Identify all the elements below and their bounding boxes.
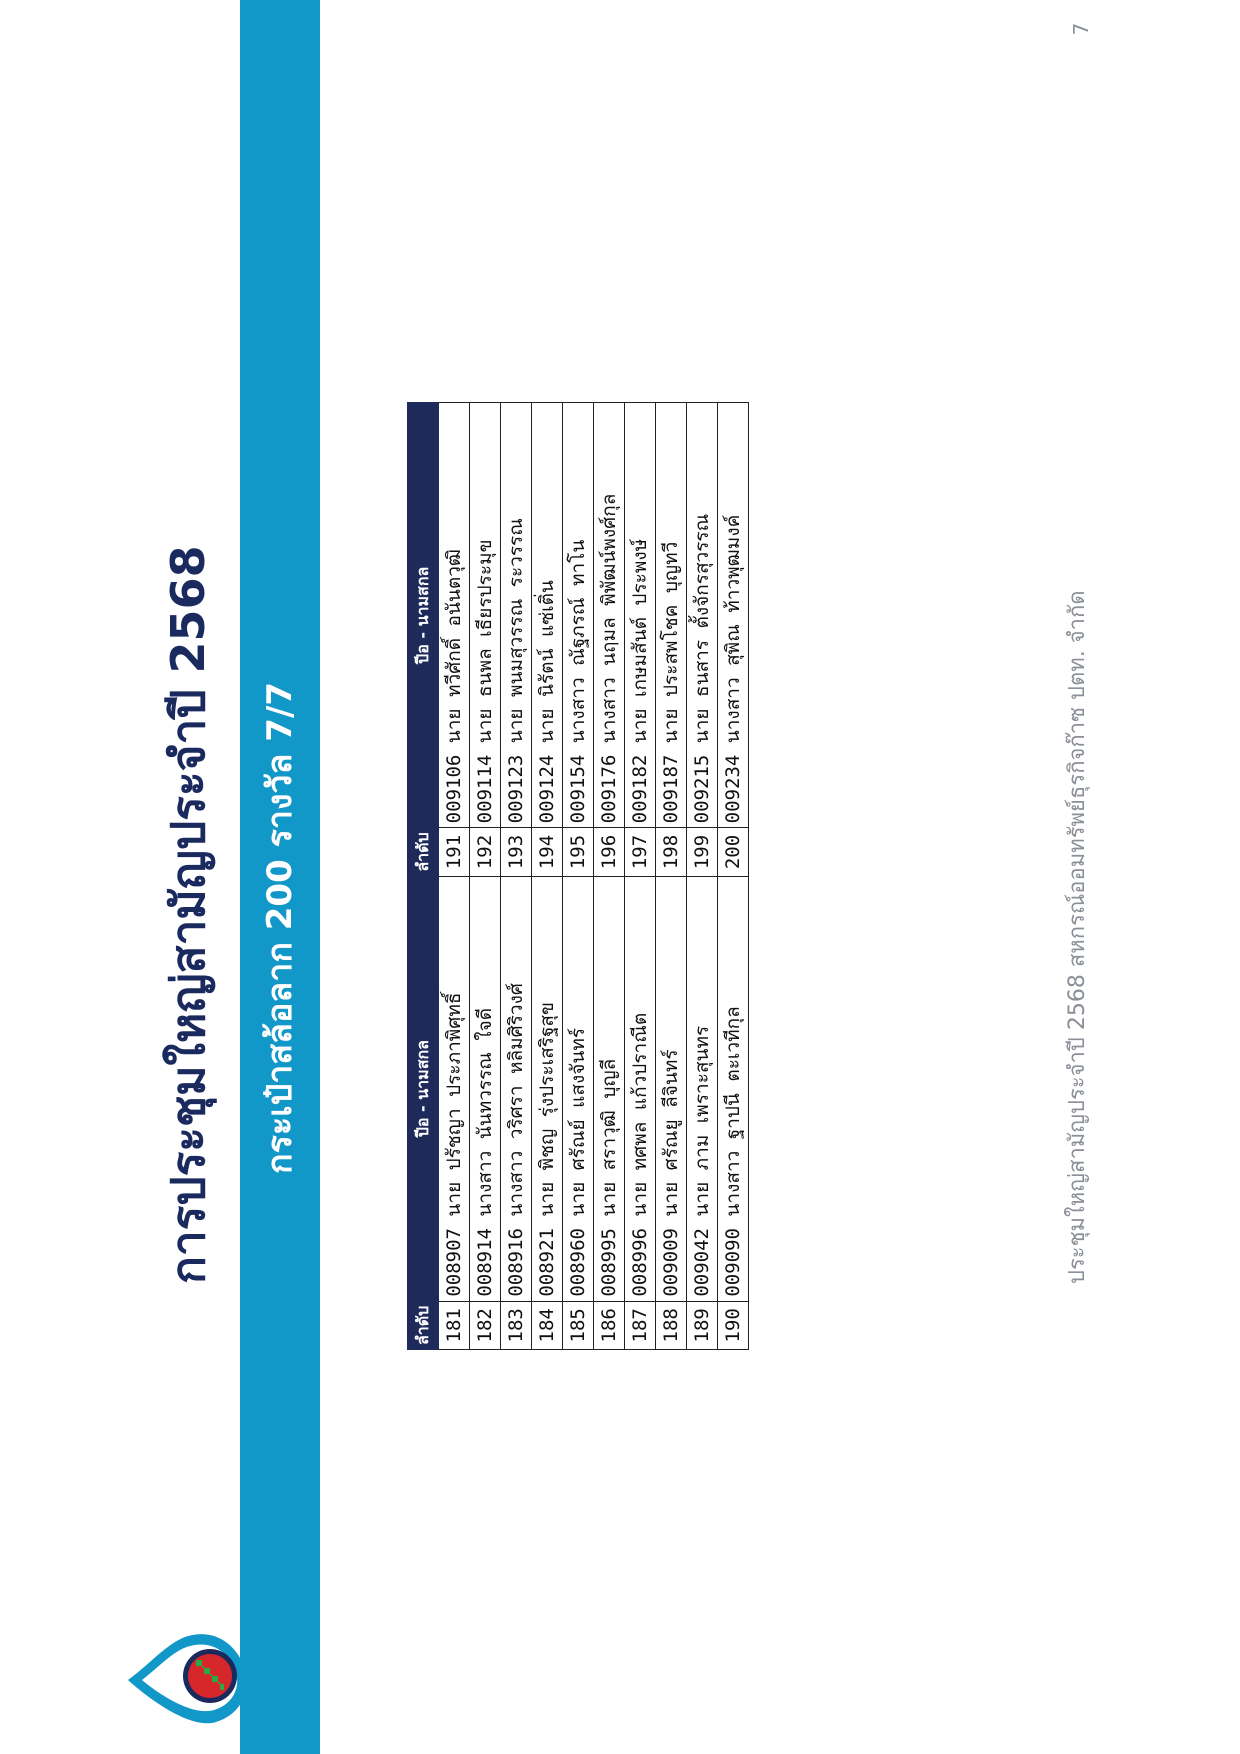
page-number: 7 bbox=[1069, 22, 1093, 36]
table-row bbox=[563, 403, 594, 1350]
cell-name: 009106 นาย ทวีศักดิ์ อนันตวุฒิ bbox=[439, 403, 470, 828]
cell-no: 196 bbox=[594, 828, 625, 876]
cell-no: 197 bbox=[625, 828, 656, 876]
prize-winners-table bbox=[407, 402, 749, 1350]
table-row bbox=[687, 403, 718, 1350]
cell-no: 181 bbox=[439, 1301, 470, 1349]
cell-no: 198 bbox=[656, 828, 687, 876]
table-row bbox=[625, 403, 656, 1350]
table-row bbox=[532, 403, 563, 1350]
cell-name: 009090 นางสาว ฐาปนี ตะเวทีกุล bbox=[718, 876, 749, 1301]
cell-name: 009176 นางสาว นฤมล พิพัฒน์พงศ์กุล bbox=[594, 403, 625, 828]
column-header-name: ปีอ - นามสกล bbox=[408, 876, 439, 1301]
cell-name: 009042 นาย ภาม เพราะสุนทร bbox=[687, 876, 718, 1301]
cell-name: 009009 นาย ศรัณยู ลีจินทร์ bbox=[656, 876, 687, 1301]
table-header-row bbox=[408, 403, 439, 1350]
cell-no: 186 bbox=[594, 1301, 625, 1349]
cell-no: 195 bbox=[563, 828, 594, 876]
cell-no: 189 bbox=[687, 1301, 718, 1349]
cell-name: 009154 นางสาว ณัฐภรณ์ ทาโน bbox=[563, 403, 594, 828]
cell-no: 185 bbox=[563, 1301, 594, 1349]
cell-no: 183 bbox=[501, 1301, 532, 1349]
ptt-flame-logo-icon bbox=[124, 1620, 252, 1740]
cell-name: 008916 นางสาว วริศรา หลิมศิริวงศ์ bbox=[501, 876, 532, 1301]
page-title: การประชุมใหญ่สามัญประจำปี 2568 bbox=[161, 545, 215, 1284]
cell-name: 009215 นาย ธนสาร ตั้งจักรสุวรรณ bbox=[687, 403, 718, 828]
cell-name: 009114 นาย ธนพล เธียรประมุข bbox=[470, 403, 501, 828]
cell-name: 009234 นางสาว สุพิณ ท้าวพุฒมงค์ bbox=[718, 403, 749, 828]
table-row bbox=[718, 403, 749, 1350]
cell-no: 191 bbox=[439, 828, 470, 876]
cell-name: 009123 นาย พนมสุวรรณ ระวรรณ bbox=[501, 403, 532, 828]
cell-name: 008996 นาย ทศพล แก้วปราณีต bbox=[625, 876, 656, 1301]
table-row bbox=[439, 403, 470, 1350]
table-row bbox=[656, 403, 687, 1350]
table-row bbox=[501, 403, 532, 1350]
cell-no: 184 bbox=[532, 1301, 563, 1349]
cell-name: 008914 นางสาว นันทวรรณ ใจดี bbox=[470, 876, 501, 1301]
cell-no: 187 bbox=[625, 1301, 656, 1349]
page-subtitle: กระเป๋าสล้อลาก 200 รางวัล 7/7 bbox=[260, 681, 300, 1174]
cell-no: 193 bbox=[501, 828, 532, 876]
column-header-name: ปีอ - นามสกล bbox=[408, 403, 439, 828]
cell-no: 188 bbox=[656, 1301, 687, 1349]
cell-no: 200 bbox=[718, 828, 749, 876]
cell-name: 008995 นาย สราวุฒิ บุญลี bbox=[594, 876, 625, 1301]
cell-name: 009187 นาย ประสพโชค บุญทวี bbox=[656, 403, 687, 828]
cell-no: 182 bbox=[470, 1301, 501, 1349]
cell-name: 009182 นาย เกษมสันต์ ประพงษ์ bbox=[625, 403, 656, 828]
cell-no: 192 bbox=[470, 828, 501, 876]
cell-name: 009124 นาย นิรัตน์ แซ่เติ่น bbox=[532, 403, 563, 828]
table-row bbox=[470, 403, 501, 1350]
table-row bbox=[594, 403, 625, 1350]
column-header-no: ลำดับ bbox=[408, 1301, 439, 1349]
cell-no: 199 bbox=[687, 828, 718, 876]
column-header-no: ลำดับ bbox=[408, 828, 439, 876]
cell-name: 008960 นาย ศรัณย์ แสงจันทร์ bbox=[563, 876, 594, 1301]
cell-no: 194 bbox=[532, 828, 563, 876]
cell-name: 008907 นาย ปรัชญา ประภาพิศุทธิ์ bbox=[439, 876, 470, 1301]
cell-name: 008921 นาย พิชญ รุ่งประเสริฐสุข bbox=[532, 876, 563, 1301]
cell-no: 190 bbox=[718, 1301, 749, 1349]
footer-text: ประชุมใหญ่สามัญประจำปี 2568 สหกรณ์ออมทรัพย์ธุรกิจก๊าซ ปตท. จำกัด bbox=[1065, 590, 1090, 1284]
